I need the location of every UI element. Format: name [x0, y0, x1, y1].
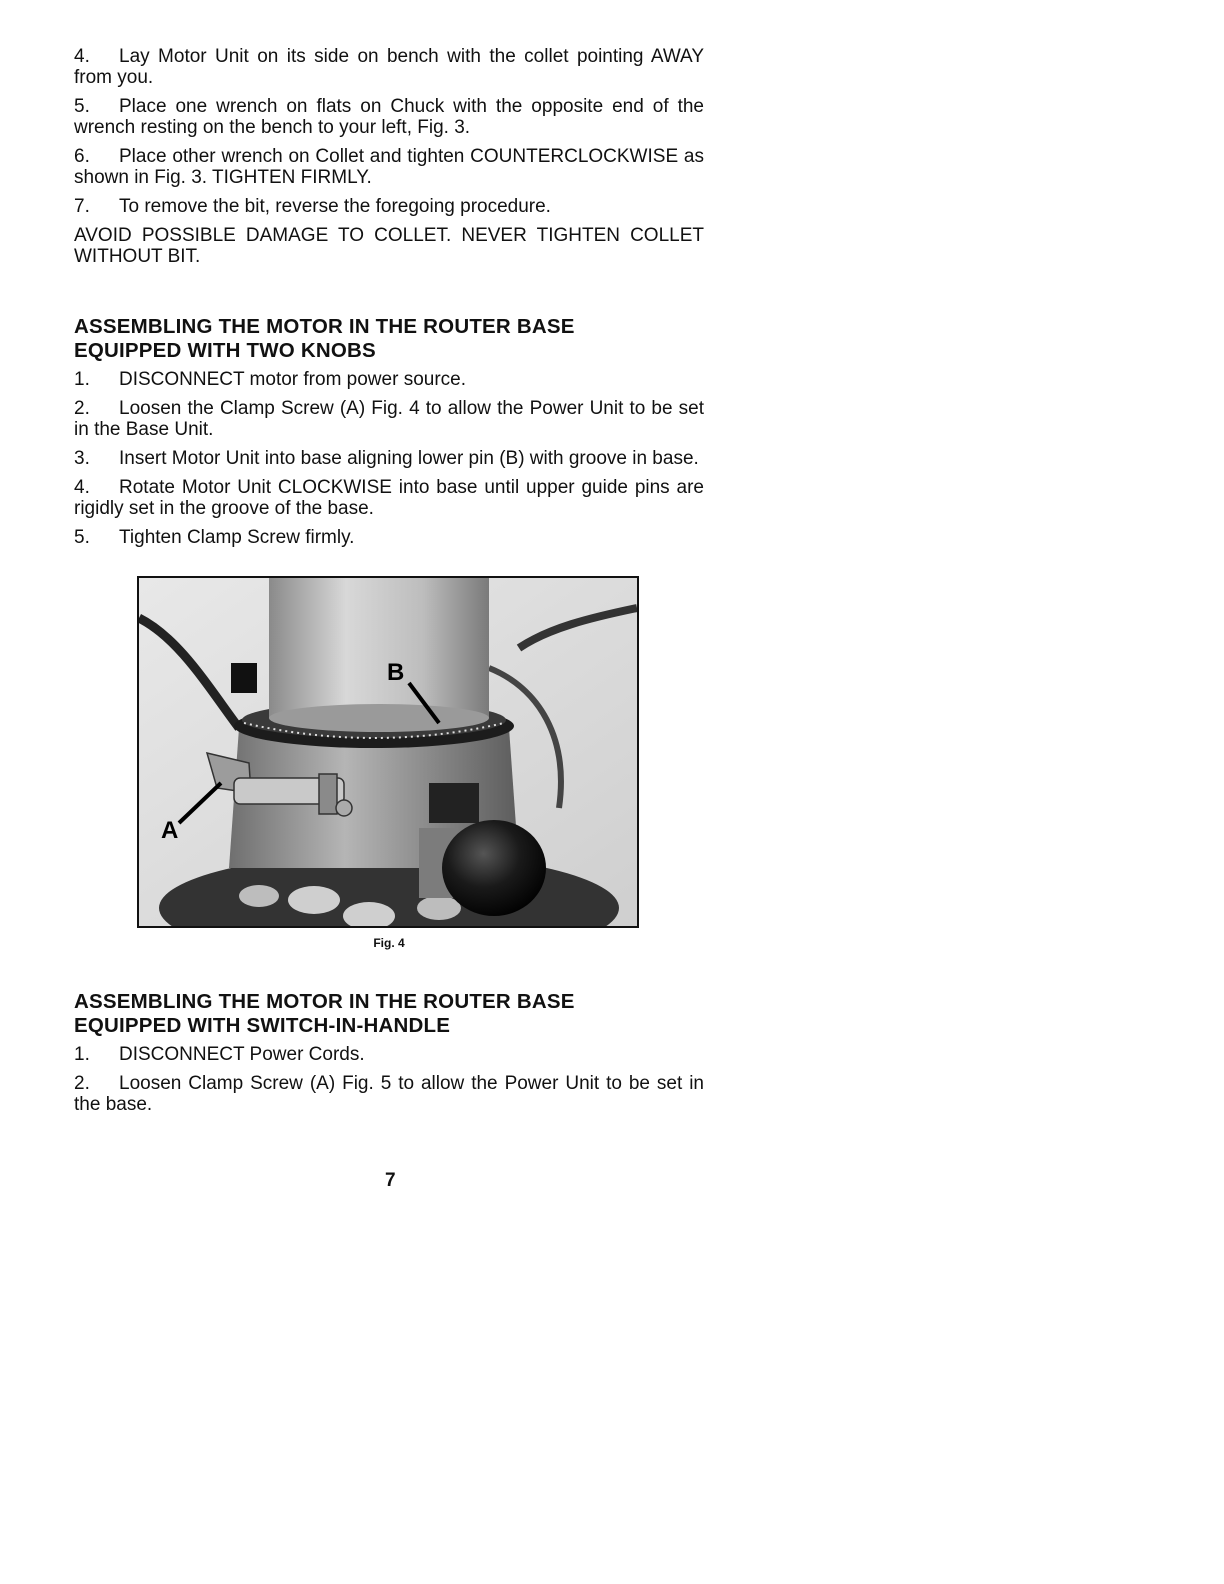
step-6-tighten-collet	[74, 146, 704, 188]
step-5-tighten-clamp	[74, 527, 704, 548]
heading-line: EQUIPPED WITH TWO KNOBS	[74, 339, 376, 362]
label-b: B	[387, 659, 405, 686]
step-5-place-wrench	[74, 96, 704, 138]
step-text: DISCONNECT Power Cords.	[119, 1044, 365, 1065]
step-7-remove-bit	[74, 196, 704, 217]
step-number: 5.	[74, 527, 90, 548]
step-1-disconnect-cords	[74, 1044, 704, 1065]
heading-line: ASSEMBLING THE MOTOR IN THE ROUTER BASE	[74, 315, 575, 338]
step-number: 2.	[74, 398, 90, 419]
step-text: DISCONNECT motor from power source.	[119, 369, 467, 390]
page-number: 7	[385, 1170, 396, 1191]
router-base-photo	[137, 576, 639, 928]
section-heading-switch-in-handle	[74, 990, 704, 1038]
step-1-disconnect	[74, 369, 704, 390]
step-4-lay-motor	[74, 46, 704, 88]
step-2-loosen-clamp-fig5	[74, 1073, 704, 1115]
step-text: Place other wrench on Collet and tighten COUNTERCLOCKWISE as shown in Fig. 3. TIGHTEN FIRMLY.	[74, 146, 704, 188]
step-text: Loosen Clamp Screw (A) Fig. 5 to allow the Power Unit to be set in the base.	[74, 1073, 704, 1115]
step-text: Tighten Clamp Screw firmly.	[119, 527, 355, 548]
figure-caption: Fig. 4	[373, 936, 405, 950]
step-text: Place one wrench on flats on Chuck with the opposite end of the wrench resting on the bench to your left, Fig. 3.	[74, 96, 704, 138]
step-3-insert-motor	[74, 448, 704, 469]
step-text: Loosen the Clamp Screw (A) Fig. 4 to allow the Power Unit to be set in the Base Unit.	[74, 398, 704, 440]
step-number: 3.	[74, 448, 90, 469]
step-number: 6.	[74, 146, 90, 167]
step-text: To remove the bit, reverse the foregoing procedure.	[119, 196, 551, 217]
step-text: Lay Motor Unit on its side on bench with the collet pointing AWAY from you.	[74, 46, 704, 88]
step-number: 7.	[74, 196, 90, 217]
step-number: 4.	[74, 46, 90, 67]
heading-line: ASSEMBLING THE MOTOR IN THE ROUTER BASE	[74, 990, 575, 1013]
step-2-loosen-clamp	[74, 398, 704, 440]
section-heading-two-knobs	[74, 315, 704, 363]
label-a: A	[161, 817, 179, 844]
step-number: 4.	[74, 477, 90, 498]
step-number: 2.	[74, 1073, 90, 1094]
step-number: 5.	[74, 96, 90, 117]
collet-warning: AVOID POSSIBLE DAMAGE TO COLLET. NEVER TIGHTEN COLLET WITHOUT BIT.	[74, 225, 704, 267]
step-number: 1.	[74, 1044, 90, 1065]
step-number: 1.	[74, 369, 90, 390]
step-text: Insert Motor Unit into base aligning lower pin (B) with groove in base.	[119, 448, 699, 469]
manual-page	[74, 46, 704, 1123]
step-4-rotate-motor	[74, 477, 704, 519]
heading-line: EQUIPPED WITH SWITCH-IN-HANDLE	[74, 1014, 451, 1037]
step-text: Rotate Motor Unit CLOCKWISE into base until upper guide pins are rigidly set in the groove of the base.	[74, 477, 704, 519]
